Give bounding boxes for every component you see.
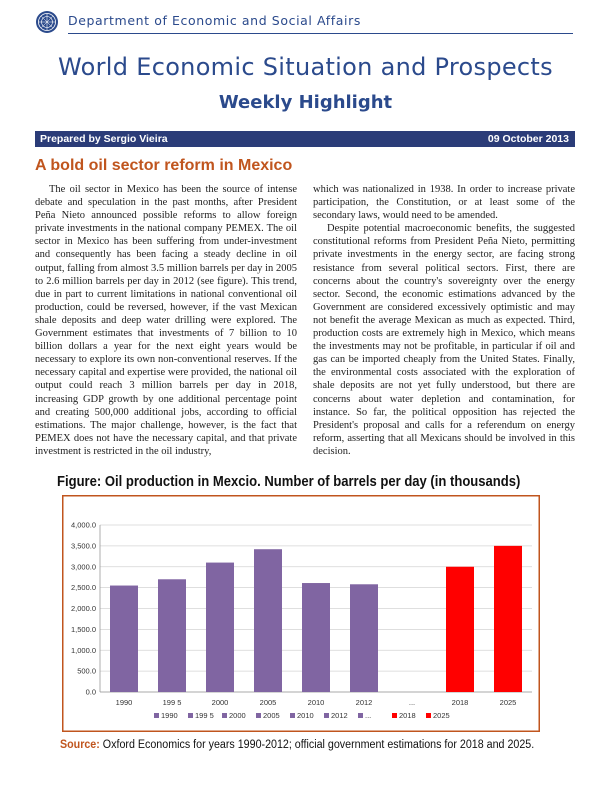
bar-2012 [350,584,378,692]
bar-2025 [494,546,522,692]
x-tick-label: 2025 [499,698,517,707]
y-tick-label: 1,500.0 [70,624,96,634]
bar-1990 [110,586,138,692]
legend-label: 199 5 [195,711,214,720]
source-text: Oxford Economics for years 1990-2012; official government estimations for 2018 and 2025. [99,739,535,751]
legend-label: ... [365,711,372,720]
bar-2018 [446,567,474,692]
x-tick-label: 2018 [451,698,469,707]
prepared-by: Prepared by Sergio Vieira [40,132,168,145]
department-name: Department of Economic and Social Affairs [68,13,361,28]
legend-swatch [358,713,363,718]
article-column-left [35,183,297,458]
publication-title: World Economic Situation and Prospects [58,53,553,81]
bar-2000 [206,563,234,692]
y-tick-label: 1,000.0 [70,645,96,655]
x-tick-label: 199 5 [162,698,182,707]
author-date-bar [35,131,575,147]
y-tick-label: 3,000.0 [70,562,96,572]
paragraph: The oil sector in Mexico has been the source of intense debate and speculation in the past months, after President Peña Nieto announced possible reforms to allow foreign private investments in the national company PEMEX. The oil sector in Mexico has been suffering from under-investment and consequently has been facing a steady decline in oil output, falling from almost 3.5 million barrels per day in 2005 to 2.6 million barrels per day in 2012 (see figure). This trend, due in part to current limitations in national conventional oil production, could be reversed, however, if the vast Mexican shale deposits and deep water drilling were explored. The Government estimates that investments of 7 billion to 10 billion dollars a year for the next eight years would be necessary to explore its own non-conventional reserves. If the necessary capital and expertise were provided, the national oil output could reach 3 million barrels per day in 2018, increasing GDP growth by one additional percentage point and creating 500,000 additional jobs, according to official estimations. The major challenge, however, is the fact that PEMEX does not have the necessary capital, and that private investment is restricted in the oil industry, [35,184,297,457]
legend-label: 2012 [331,711,348,720]
paragraph: Despite potential macroeconomic benefits, the suggested constitutional reforms from President Peña Nieto, permitting private investments in the energy sector, are facing strong resistance from several political sectors. First, there are concerns about the country's sovereignty over the energy sector. Second, the economic estimations advanced by the Government are considered excessively optimistic and may not benefit the average Mexican as much as expected. Third, production costs are extremely high in Mexico, which means the investments may not be profitable, in particular if oil and gas can be imported cheaply from the United States. Finally, the environmental costs associated with the exploration of shale deposits are not yet fully understood, but there are concerns about water depletion and contamination, for instance. So far, the political opposition has rejected the President's proposal and calls for a referendum on energy reform, asserting that all Mexicans should be involved in this decision. [313,223,575,457]
oil-production-chart [62,495,540,732]
source-label: Source: [60,739,100,751]
y-tick-label: 4,000.0 [70,520,96,530]
x-tick-label: 2010 [307,698,325,707]
figure-title: Figure: Oil production in Mexcio. Number of barrels per day (in thousands) [57,474,521,490]
x-tick-label: ... [408,698,416,707]
x-tick-label: 1990 [115,698,133,707]
un-emblem-icon [35,10,59,34]
article-title: A bold oil sector reform in Mexico [35,157,293,174]
bar-2005 [254,549,282,692]
legend-swatch [222,713,227,718]
legend-label: 2025 [433,711,450,720]
x-tick-label: 2005 [259,698,277,707]
y-tick-label: 2,500.0 [70,583,96,593]
paragraph: which was nationalized in 1938. In order to increase private participation, the Constitution, or at least some of the secondary laws, would need to be amended. [313,184,575,222]
publication-subtitle: Weekly Highlight [218,92,393,113]
legend-swatch [188,713,193,718]
y-tick-label: 500.0 [77,666,96,676]
publication-date: 09 October 2013 [487,132,569,145]
legend-label: 2010 [297,711,314,720]
legend-swatch [154,713,159,718]
y-tick-label: 0.0 [85,687,96,697]
y-tick-label: 3,500.0 [70,541,96,551]
legend-swatch [256,713,261,718]
x-tick-label: 2012 [355,698,373,707]
article-column-right [313,183,575,458]
y-tick-label: 2,000.0 [70,604,96,613]
legend-swatch [392,713,397,718]
bar-1995 [158,579,186,692]
header-rule [68,33,573,34]
legend-label: 2018 [399,711,416,720]
x-tick-label: 2000 [211,698,229,707]
legend-label: 1990 [161,711,178,720]
legend-swatch [426,713,431,718]
legend-label: 2000 [229,711,246,720]
legend-swatch [324,713,329,718]
legend-label: 2005 [263,711,280,720]
figure-source [60,739,534,751]
bar-2010 [302,583,330,692]
legend-swatch [290,713,295,718]
